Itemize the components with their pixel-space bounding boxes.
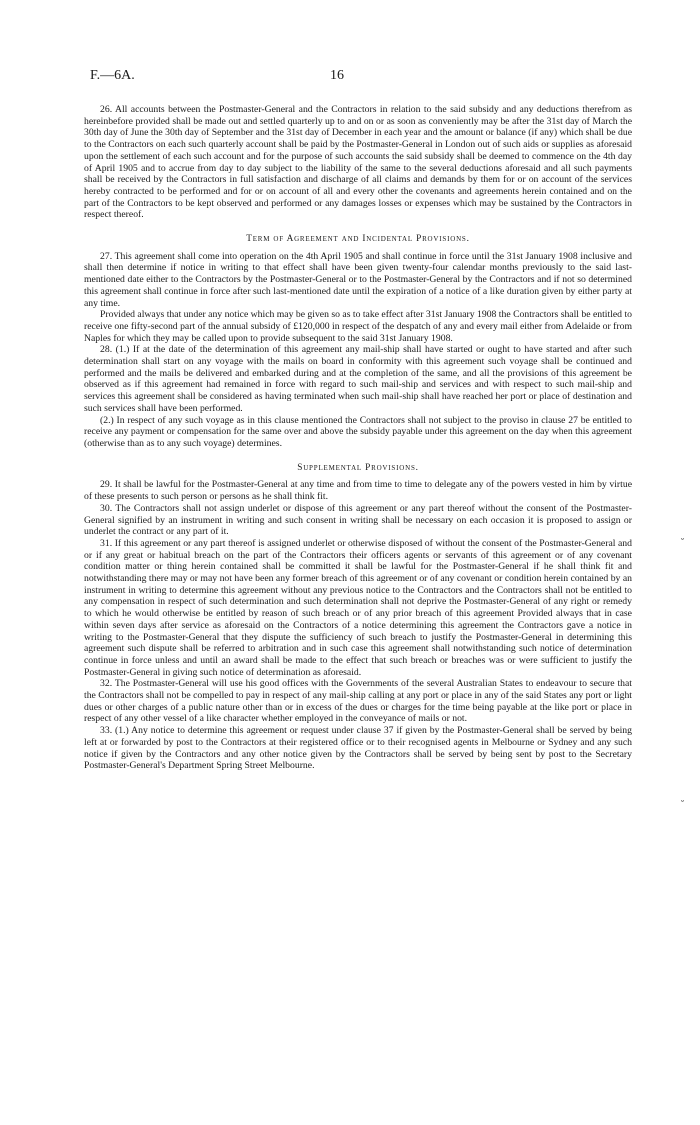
clause-30: 30. The Contractors shall not assign underlet or dispose of this agreement or any part thereof without the consent of the Postmaster-General signified by an instrument in writing and such consent in writing shall be necessary on each occasion it is proposed to assign or underlet the contract or any part of it. [84, 502, 632, 538]
clause-33-1: 33. (1.) Any notice to determine this agreement or request under clause 37 if given by the Postmaster-General shall be served by being left at or forwarded by post to the Contractors at their registered office or to their recognised agents in Melbourne or Sydney and any such notice if given by the Contractors and any other notice given by the Contractors shall be served by being sent by post to the Secretary Postmaster-General's Department Spring Street Melbourne. [84, 725, 632, 772]
clause-32: 32. The Postmaster-General will use his good offices with the Governments of the several Australian States to endeavour to secure that the Contractors shall not be compelled to pay in respect of any mail-ship calling at any port or place in any of the said States any port or light dues or other charges of a public nature other than or in excess of the dues or charges for the time being payable at the like port or place in respect of any other vessel of a like character whether employed in the conveyance of mails or not. [84, 678, 632, 725]
section-accounts [84, 104, 632, 221]
clause-26: 26. All accounts between the Postmaster-General and the Contractors in relation to the said subsidy and any deductions therefrom as hereinbefore provided shall be made out and settled quarterly up to and on or as soon as conveniently may be after the 31st day of March the 30th day of June the 30th day of September and the 31st day of December in each year and the amount or balance (if any) which shall be due to the Contractors on each such quarterly account shall be paid by the Postmaster-General in London out of such aids or supplies as aforesaid upon the settlement of each such account and for the purpose of such accounts the said subsidy shall be deemed to commence on the 4th day of April 1905 and to accrue from day to day subject to the liability of the same to the several deductions aforesaid and all such payments shall be received by the Contractors in full satisfaction and discharge of all claims and demands by them for or on account of the services hereby contracted to be performed and for or on account of all and every other the covenants and agreements herein contained and on the part of the Contractors to be kept observed and performed or any damages losses or expenses which may be sustained by the Contractors in respect thereof. [84, 104, 632, 221]
clause-28-1: 28. (1.) If at the date of the determination of this agreement any mail-ship shall have started or ought to have started and after such determination shall start on any voyage with the mails on board in conformity with this agreement such voyage shall be continued and performed and the mails be delivered and embarked during and at the completion of the same, and all the provisions of this agreement be observed as if this agreement had remained in force with regard to such mail-ship and services and with respect to such mail-ship and services this agreement shall be considered as having terminated when such mail-ship shall have reached her port or place of destination and such services shall have been performed. [84, 344, 632, 414]
section-heading: Term of Agreement and Incidental Provisions. [246, 234, 470, 245]
section-supplemental-provisions [84, 463, 632, 772]
clause-28-2: (2.) In respect of any such voyage as in this clause mentioned the Contractors shall not subject to the proviso in clause 27 be entitled to receive any payment or compensation for the same over and above the subsidy payable under this agreement on the day when this agreement (otherwise than as to any such voyage) determines. [84, 414, 632, 449]
section-term-of-agreement [84, 234, 632, 450]
page-number: 16 [330, 68, 344, 83]
document-reference: F.—6A. [90, 68, 135, 83]
clause-27: 27. This agreement shall come into operation on the 4th April 1905 and shall continue in force until the 31st January 1908 inclusive and shall then determine if notice in writing to that effect shall have been given twenty-four calendar months previously to the said last-mentioned date either to the Contractors by the Postmaster-General or to the Postmaster-General by the Contractors and if not so determined this agreement shall continue in force after such last-mentioned date until the expiration of a notice of a like duration given by either party at any time. [84, 250, 632, 309]
section-heading: Supplemental Provisions. [297, 462, 419, 473]
clause-27-proviso: Provided always that under any notice which may be given so as to take effect after 31st January 1908 the Contractors shall be entitled to receive one fifty-second part of the annual subsidy of £120,000 in respect of the despatch of any and every mail either from Adelaide or from Naples for which they may be called upon to provide subsequent to the said 31st January 1908. [84, 309, 632, 344]
margin-tick-mark: ˘ [680, 538, 685, 549]
clause-31: 31. If this agreement or any part thereof is assigned underlet or otherwise disposed of without the consent of the Postmaster-General and or if any great or habitual breach on the part of the Contractors their officers agents or servants of this agreement or of any covenant condition matter or thing herein contained shall be committed it shall be lawful for the Postmaster-General if he shall think fit and notwithstanding there may or may not have been any former breach of this agreement or of any covenant or condition herein contained by an instrument in writing to determine this agreement without any previous notice to the Contractors and the Contractors shall not be entitled to any compensation in respect of such determination and such determination shall not deprive the Postmaster-General of any right or remedy to which he would otherwise be entitled by reason of such breach or of any prior breach of this agreement Provided always that in case within seven days after service as aforesaid on the Contractors of a notice determining this agreement the Contractors gave a notice in writing to the Postmaster-General that they dispute the sufficiency of such breach to justify the Postmaster-General in determining this agreement such dispute shall be referred to arbitration and in such case this agreement shall notwithstanding such notice of determination continue in force unless and until an award shall be made to the effect that such breach or breaches was or were sufficient to justify the Postmaster-General in giving such notice of determination as aforesaid. [84, 537, 632, 678]
document-body [84, 104, 632, 772]
page-header [84, 68, 632, 88]
margin-tick-mark: ˘ [680, 800, 685, 811]
clause-29: 29. It shall be lawful for the Postmaster-General at any time and from time to time to delegate any of the powers vested in him by virtue of these presents to such person or persons as he shall think fit. [84, 479, 632, 503]
